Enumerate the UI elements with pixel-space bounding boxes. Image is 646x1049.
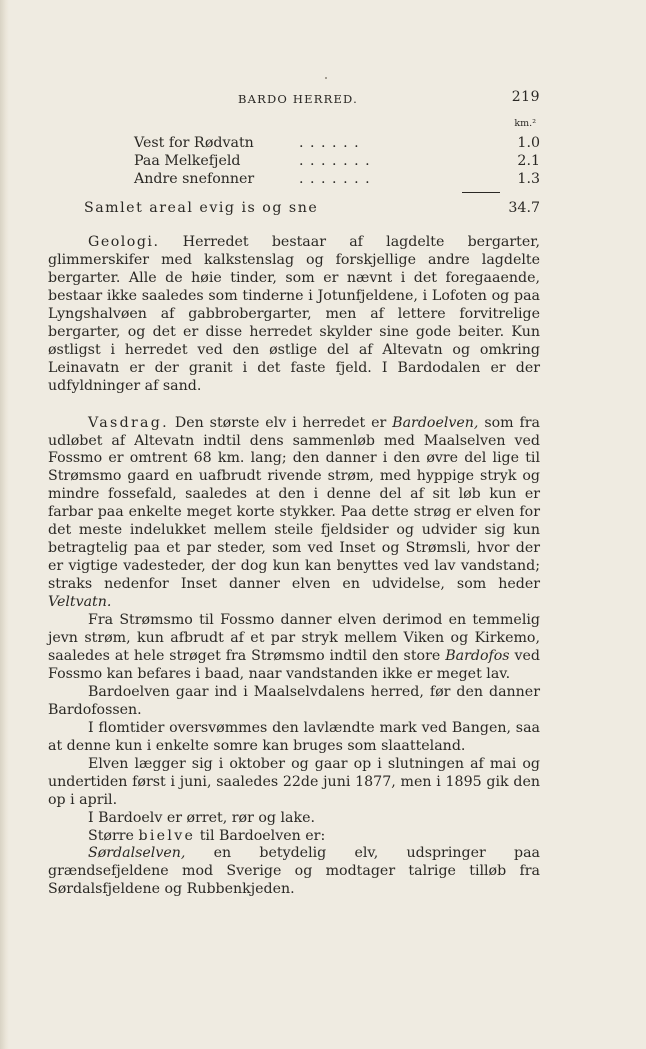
leader-dots: . . . . . . . bbox=[299, 171, 371, 187]
table-row bbox=[134, 134, 540, 152]
table-row bbox=[134, 152, 540, 170]
leader-dots: . . . . . . . bbox=[299, 153, 371, 169]
page-number: 219 bbox=[511, 89, 540, 105]
table-unit: km.² bbox=[514, 118, 536, 129]
paragraph-fisk: I Bardoelv er ørret, rør og lake. bbox=[88, 809, 316, 826]
spacer bbox=[48, 217, 540, 234]
row-label: Andre snefonner bbox=[134, 171, 255, 187]
spacer bbox=[48, 396, 540, 415]
paragraph-maalselv: Bardoelven gaar ind i Maalselvdalens herred, før den danner Bardofossen. bbox=[48, 683, 540, 718]
place-name: Bardofos bbox=[445, 647, 510, 664]
paragraph-text: Den største elv i herredet er bbox=[169, 414, 393, 431]
area-table bbox=[134, 134, 540, 196]
table-row bbox=[134, 170, 540, 188]
row-value: 2.1 bbox=[517, 153, 540, 169]
row-value: 1.0 bbox=[517, 135, 540, 151]
place-name: Veltvatn. bbox=[48, 594, 112, 611]
paragraph-stromsmo bbox=[48, 612, 540, 684]
row-label: Vest for Rødvatn bbox=[134, 135, 254, 151]
total-row bbox=[84, 199, 540, 217]
paragraph-geologi bbox=[48, 234, 540, 396]
running-header bbox=[48, 88, 540, 114]
paragraph-is: Elven lægger sig i oktober og gaar op i slutningen af mai og undertiden først i juni, saaledes 22de juni 1877, men i 1895 gik den op i april. bbox=[48, 755, 540, 808]
header-title: BARDO HERRED. bbox=[238, 92, 358, 106]
total-label: Samlet areal evig is og sne bbox=[84, 200, 319, 216]
sum-rule-row bbox=[134, 188, 540, 196]
paragraph-text: ved Fossmo kan befares i baad, naar vandstanden ikke er meget lav. bbox=[48, 647, 541, 682]
paragraph-vasdrag bbox=[48, 415, 540, 612]
sum-rule bbox=[462, 192, 500, 193]
leader-dots: . . . . . . bbox=[299, 135, 360, 151]
paragraph-text: Fra Strømsmo til Fossmo danner elven derimod en temmelig jevn strøm, kun afbrudt af et par stryk mellem Viken og Kirkemo, saaledes at hele strøget fra Strømsmo indtil den store bbox=[48, 612, 540, 664]
row-value: 1.3 bbox=[517, 171, 540, 187]
river-name: Bardoelven, bbox=[392, 414, 479, 431]
paragraph-text: til Bardoelven er: bbox=[195, 827, 326, 844]
section-heading: Geologi. bbox=[88, 234, 160, 250]
paragraph-text: Herredet bestaar af lagdelte bergarter, glimmerskifer med kalkstenslag og forskjellige andre lagdelte bergarter. Alle de høie tinder, som er nævnt i det foregaaende, bestaar ikke saaledes som tinderne i Jotunfjeldene, i Lofoten og paa Lyngshalvøen af gabbrobergarter, men af lettere forvitrelige bergarter, og det er disse herredet skylder sine gode beiter. Kun østligst i herredet ved den østlige del af Altevatn og omkring Leinavatn er der granit i det faste fjeld. I Bardodalen er der udfyldninger af sand. bbox=[48, 234, 540, 394]
page-content bbox=[48, 88, 540, 899]
river-name: Sørdalselven, bbox=[88, 845, 186, 862]
paragraph-text: som fra udløbet af Altevatn indtil dens sammenløb med Maalselven ved Fossmo er omtrent 68 km. lang; den danner i den øvre del lige til Strømsmo gaard en uafbrudt rivende strøm, med hyppige stryk og mindre fossefald, saaledes at den i denne del af sit løb kun er farbar paa enkelte meget korte stykker. Paa dette strøg er elven for det meste indelukket mellem steile fjeldsider og udvider sig kun betragtelig paa et par steder, som ved Inset og Strømsli, hvor der er vigtige vadesteder, der dog kun kan benyttes ved lav vandstand; straks nedenfor Inset danner elven en udvidelse, som heder bbox=[48, 414, 540, 593]
ink-speck bbox=[325, 77, 327, 79]
paragraph-flom: I flomtider oversvømmes den lavlændte mark ved Bangen, saa at denne kun i enkelte somre kan bruges som slaatteland. bbox=[48, 719, 540, 754]
spaced-word: bielve bbox=[138, 827, 196, 844]
paragraph-text: en betydelig elv, udspringer paa grændsefjeldene mod Sverige og modtager talrige tilløb fra Sørdalsfjeldene og Rubbenkjeden. bbox=[48, 845, 540, 898]
total-value: 34.7 bbox=[508, 200, 540, 216]
paragraph-bielve bbox=[48, 828, 540, 846]
page-edge bbox=[0, 0, 9, 1049]
paragraph-sordal bbox=[48, 845, 540, 899]
row-label: Paa Melkefjeld bbox=[134, 153, 241, 169]
paragraph-text: Større bbox=[88, 827, 139, 844]
section-heading: Vasdrag. bbox=[88, 414, 169, 431]
